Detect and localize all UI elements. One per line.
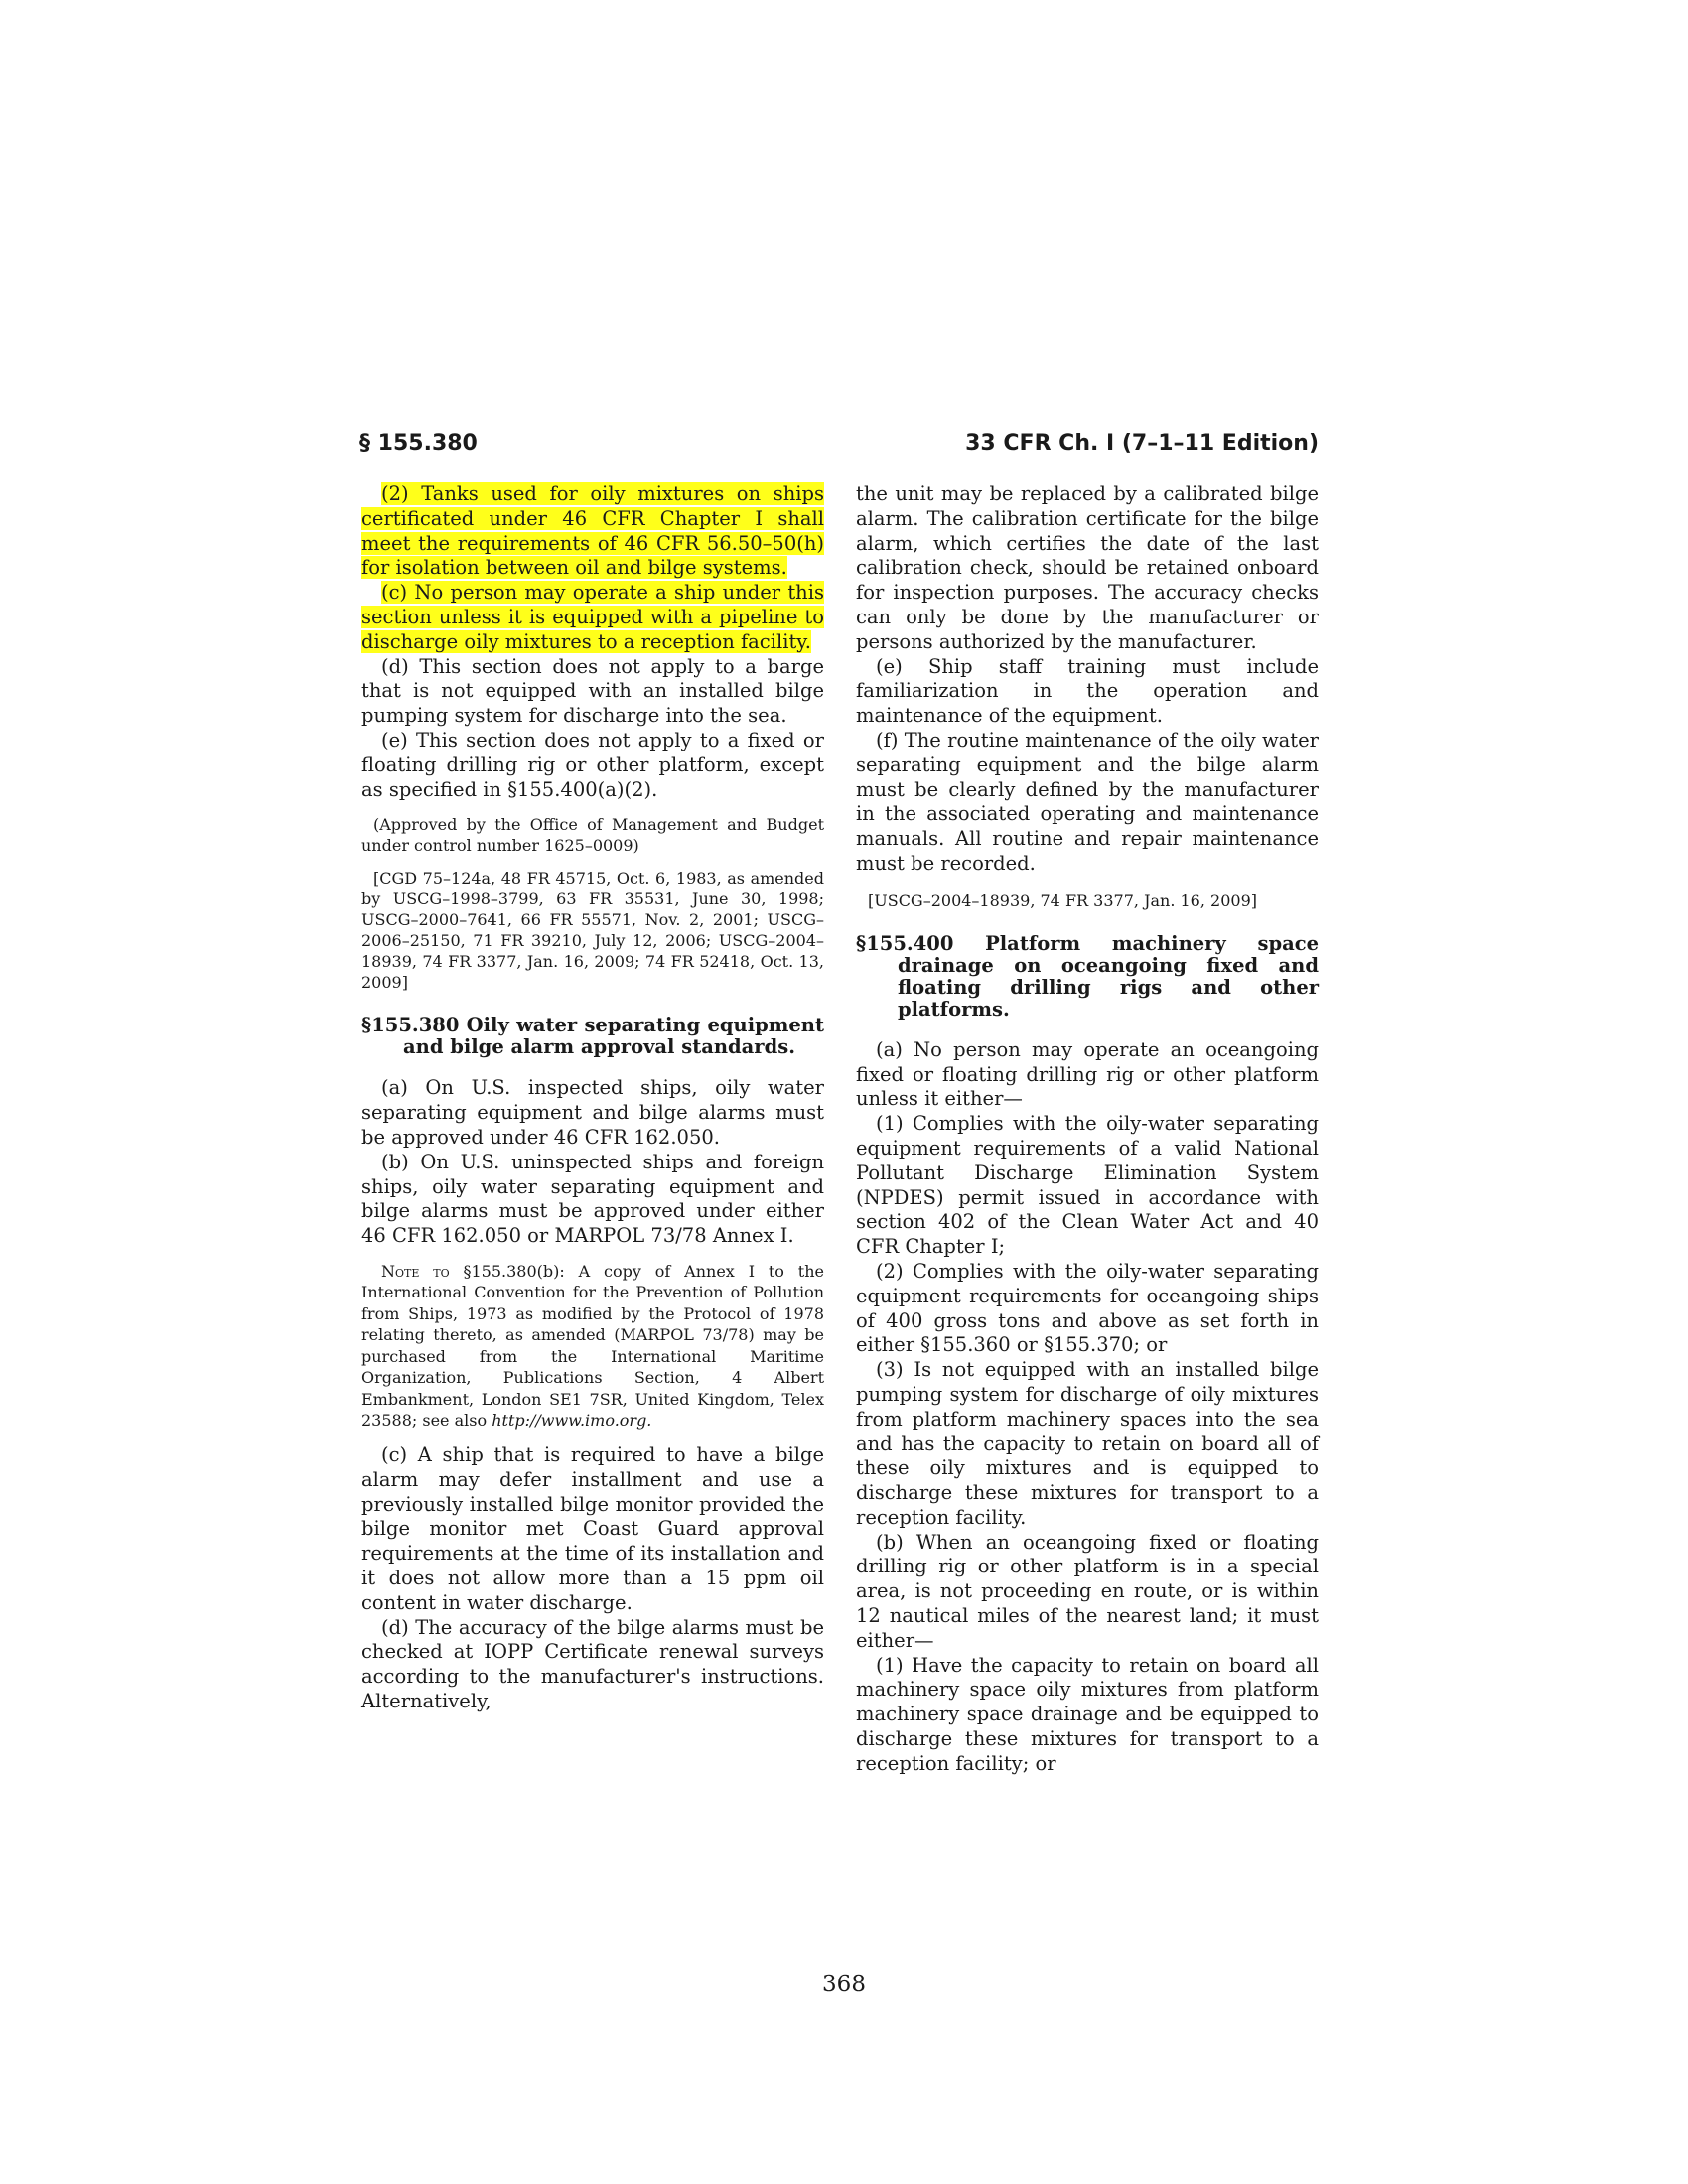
highlighted-text: (c) No person may operate a ship under this section unless it is equipped with a pipeline to discharge oily mixtures to a reception facility. <box>361 581 824 653</box>
note-url: http://www.imo.org. <box>492 1411 652 1431</box>
paragraph-a: (a) On U.S. inspected ships, oily water separating equipment and bilge alarms must be approved under 46 CFR 162.050. <box>361 1076 824 1149</box>
paragraph-f: (f) The routine maintenance of the oily water separating equipment and the bilge alarm must be clearly defined by the manufacturer in the associated operating and maintenance manuals. All routine and repair maintenance must be recorded. <box>856 728 1319 875</box>
note-block <box>361 1261 824 1432</box>
highlighted-text: (2) Tanks used for oily mixtures on ships certificated under 46 CFR Chapter I shall meet the requirements of 46 CFR 56.50–50(h) for isolation between oil and bilge systems. <box>361 482 824 580</box>
paragraph-c <box>361 581 824 654</box>
right-column <box>856 482 1319 1777</box>
header-edition: 33 CFR Ch. I (7–1–11 Edition) <box>965 431 1319 456</box>
paragraph-b: (b) When an oceangoing fixed or floating drilling rig or other platform is in a special area, is not proceeding en route, or is within 12 nautical miles of the nearest land; it must either— <box>856 1530 1319 1652</box>
header-section-number: § 155.380 <box>359 431 478 456</box>
paragraph-b: (b) On U.S. uninspected ships and foreign ships, oily water separating equipment and bilge alarms must be approved under either 46 CFR 162.050 or MARPOL 73/78 Annex I. <box>361 1150 824 1248</box>
paragraph-d2: (d) The accuracy of the bilge alarms must be checked at IOPP Certificate renewal surveys according to the manufacturer's instructions. Alternatively, <box>361 1615 824 1712</box>
paragraph-b1: (1) Have the capacity to retain on board all machinery space oily mixtures from platform machinery space drainage and be equipped to discharge these mixtures for transport to a reception facility; or <box>856 1653 1319 1775</box>
section-heading-155-380: §155.380 Oily water separating equipment and bilge alarm approval standards. <box>361 1014 824 1059</box>
paragraph-e: (e) Ship staff training must include familiarization in the operation and maintenance of the equipment. <box>856 654 1319 728</box>
paragraph-b2 <box>361 482 824 581</box>
section-heading-155-400: §155.400 Platform machinery space drainage on oceangoing fixed and floating drilling rigs and other platforms. <box>856 931 1319 1021</box>
running-header <box>359 431 1319 465</box>
paragraph-a1: (1) Complies with the oily-water separating equipment requirements of a valid National Pollutant Discharge Elimination System (NPDES) permit issued in accordance with section 402 of the Clean Water Act and 40 CFR Chapter I; <box>856 1112 1319 1259</box>
paragraph-a3: (3) Is not equipped with an installed bilge pumping system for discharge of oily mixtures from platform machinery spaces into the sea and has the capacity to retain on board all of these oily mixtures and is equipped to discharge these mixtures for transport to a reception facility. <box>856 1358 1319 1529</box>
page-number: 368 <box>822 1972 866 1997</box>
note-text: §155.380(b): A copy of Annex I to the International Convention for the Prevention of Pollution from Ships, 1973 as modified by the Protocol of 1978 relating thereto, as amended (MARPOL 73/78) may be purchased from the International Maritime Organization, Publications Section, 4 Albert Embankment, London SE1 7SR, United Kingdom, Telex 23588; see also <box>361 1261 824 1431</box>
source-history: [CGD 75–124a, 48 FR 45715, Oct. 6, 1983, as amended by USCG–1998–3799, 63 FR 35531, June 30, 1998; USCG–2000–7641, 66 FR 55571, Nov. 2, 2001; USCG–2006–25150, 71 FR 39210, July 12, 2006; USCG–2004–18939, 74 FR 3377, Jan. 16, 2009; 74 FR 52418, Oct. 13, 2009] <box>361 869 824 993</box>
paragraph-c2: (c) A ship that is required to have a bilge alarm may defer installment and use a previously installed bilge monitor provided the bilge monitor met Coast Guard approval requirements at the time of its installation and it does not allow more than a 15 ppm oil content in water discharge. <box>361 1442 824 1614</box>
paragraph-d-continued: the unit may be replaced by a calibrated bilge alarm. The calibration certificate for the bilge alarm, which certifies the date of the last calibration check, should be retained onboard for inspection purposes. The accuracy checks can only be done by the manufacturer or persons authorized by the manufacturer. <box>856 482 1319 653</box>
paragraph-e: (e) This section does not apply to a fixed or floating drilling rig or other platform, except as specified in §155.400(a)(2). <box>361 728 824 801</box>
paragraph-a: (a) No person may operate an oceangoing fixed or floating drilling rig or other platform unless it either— <box>856 1037 1319 1111</box>
source-citation: [USCG–2004–18939, 74 FR 3377, Jan. 16, 2009] <box>868 890 1257 910</box>
paragraph-a2: (2) Complies with the oily-water separating equipment requirements for oceangoing ships of 400 gross tons and above as set forth in either §155.360 or §155.370; or <box>856 1259 1319 1357</box>
left-column <box>361 482 824 1714</box>
paragraph-d: (d) This section does not apply to a barge that is not equipped with an installed bilge pumping system for discharge into the sea. <box>361 654 824 728</box>
note-label: Note to <box>381 1261 450 1281</box>
approval-note: (Approved by the Office of Management and Budget under control number 1625–0009) <box>361 815 824 856</box>
